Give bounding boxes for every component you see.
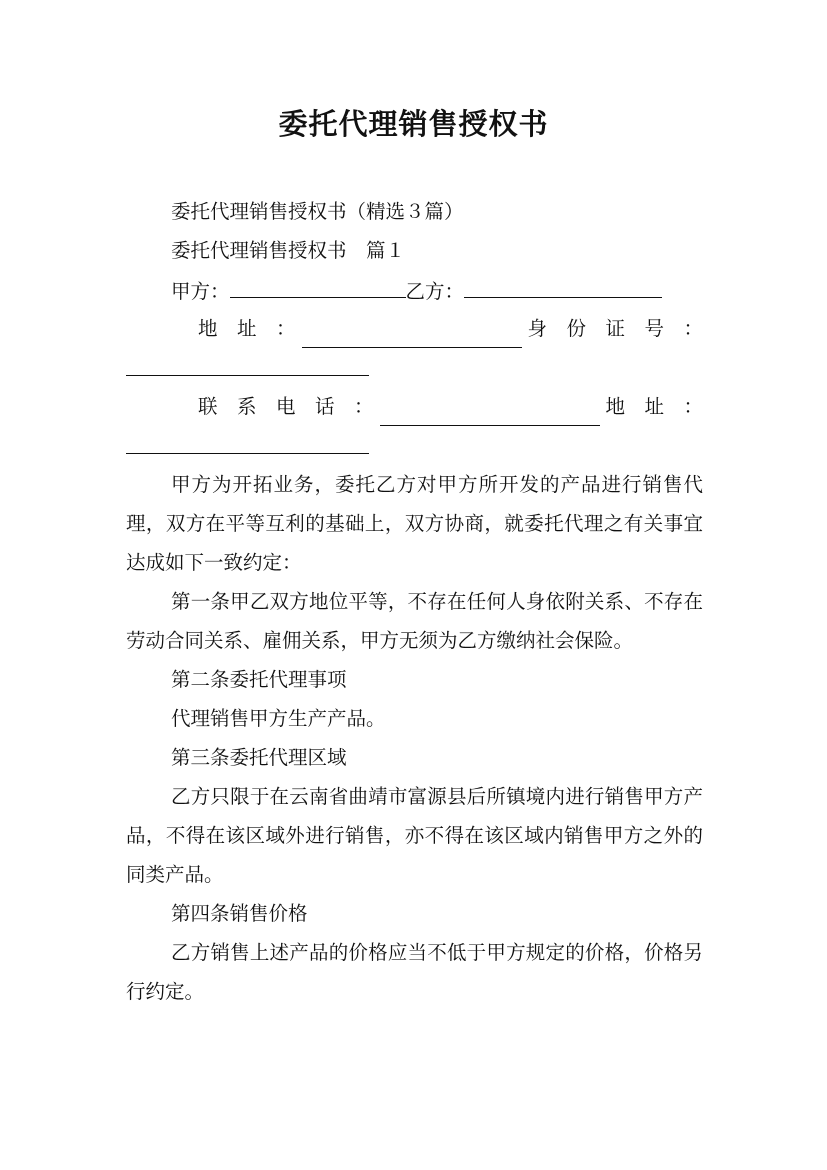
chapter-heading: 委托代理销售授权书 篇１ — [171, 239, 406, 262]
party-line — [126, 270, 703, 309]
address-label: 地 址 ： — [198, 317, 296, 340]
subtitle: 委托代理销售授权书（精选３篇） — [171, 200, 464, 223]
phone-blank[interactable] — [380, 398, 600, 426]
phone-line — [126, 387, 703, 426]
article-3-body: 乙方只限于在云南省曲靖市富源县后所镇境内进行销售甲方产品，不得在该区域外进行销售，亦不得在该区域内销售甲方之外的同类产品。 — [126, 785, 703, 886]
party-a-label: 甲方： — [171, 280, 230, 303]
article-2-title: 第二条委托代理事项 — [171, 668, 347, 691]
article-4-title: 第四条销售价格 — [171, 902, 308, 925]
document-body — [126, 192, 703, 1011]
address-label-2: 地 址 ： — [605, 395, 703, 418]
party-b-label: 乙方： — [405, 280, 465, 303]
address-2-line — [126, 426, 703, 465]
address-blank[interactable] — [302, 320, 522, 348]
phone-label: 联 系 电 话 ： — [198, 395, 374, 418]
intro-paragraph: 甲方为开拓业务，委托乙方对甲方所开发的产品进行销售代理，双方在平等互利的基础上，双方协商，就委托代理之有关事宜达成如下一致约定： — [126, 473, 703, 574]
address-line — [126, 309, 703, 348]
party-a-blank[interactable] — [230, 270, 406, 298]
party-b-blank[interactable] — [464, 270, 662, 298]
id-number-line — [126, 348, 703, 387]
address-2-blank[interactable] — [126, 426, 369, 454]
article-2-body: 代理销售甲方生产产品。 — [171, 707, 386, 730]
id-number-blank[interactable] — [126, 348, 369, 376]
document-title: 委托代理销售授权书 — [278, 107, 549, 141]
article-4-body: 乙方销售上述产品的价格应当不低于甲方规定的价格，价格另行约定。 — [126, 941, 703, 1003]
article-3-title: 第三条委托代理区域 — [171, 746, 347, 769]
id-number-label: 身 份 证 号 ： — [527, 317, 703, 340]
article-1: 第一条甲乙双方地位平等，不存在任何人身依附关系、不存在劳动合同关系、雇佣关系，甲方无须为乙方缴纳社会保险。 — [126, 590, 703, 652]
